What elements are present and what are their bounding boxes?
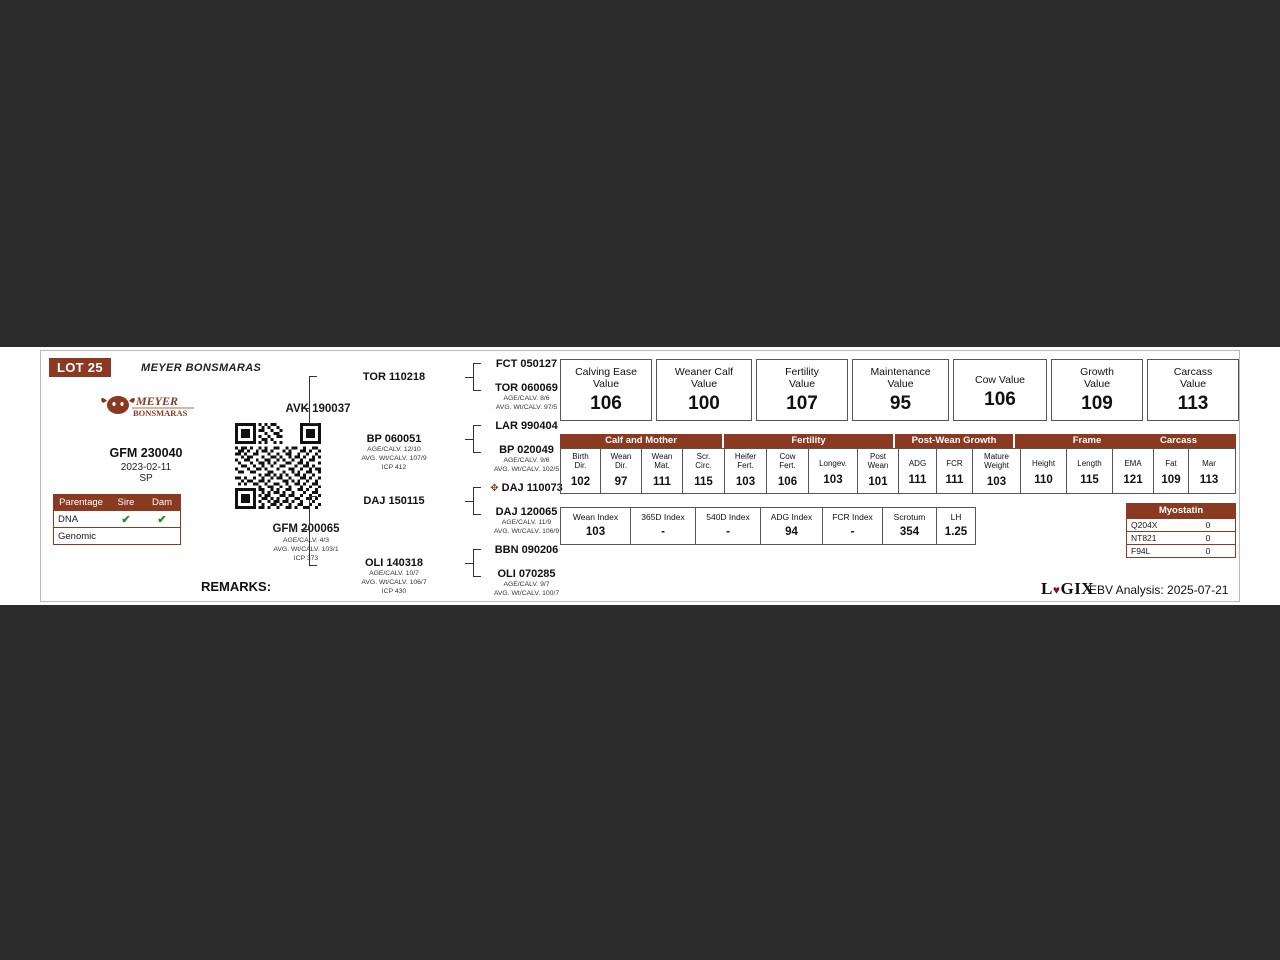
myostatin-table <box>1126 503 1236 558</box>
trait-wean-mat-label-2: Mat. <box>654 461 670 471</box>
trait-cow-fert-value: 106 <box>777 476 798 489</box>
trait-wean-dir-label-1: Wean <box>610 452 632 461</box>
pedigree-dam-icp: ICP 373 <box>293 554 319 562</box>
pedigree-gen3-3-age-calv: AGE/CALV. 9/6 <box>503 457 550 464</box>
pedigree-gen2-3-name: OLI 140318 <box>364 557 424 569</box>
pedigree-gen2-2-name: DAJ 150115 <box>363 495 425 507</box>
pedigree-sire-name: AVK 190037 <box>285 403 351 415</box>
maintenance-value: 95 <box>889 393 912 415</box>
heart-icon: ♥ <box>1052 583 1061 597</box>
value-box-fertility <box>756 359 848 421</box>
trait-wean-dir <box>601 449 642 493</box>
pedigree-gen3-1-name: TOR 060069 <box>495 382 558 394</box>
maintenance-label-1: Maintenance <box>870 366 931 378</box>
trait-fcr-value: 111 <box>945 474 964 487</box>
trait-fat-value: 109 <box>1161 474 1181 487</box>
trait-scr-circ-value: 115 <box>694 476 713 489</box>
pedigree-gen2-3-age-calv: AGE/CALV. 10/7 <box>369 570 419 577</box>
pedigree-gen3-7-details <box>469 581 584 599</box>
index-fcr-value: - <box>850 526 855 538</box>
myostatin-nt821-name: NT821 <box>1131 533 1157 543</box>
svg-text:MEYER: MEYER <box>136 394 179 408</box>
trait-cow-fert <box>767 449 809 493</box>
trait-ema-label: EMA <box>1124 459 1142 468</box>
value-box-weaner-calf <box>656 359 752 421</box>
pedigree-bracket-dam <box>309 496 310 566</box>
group-header-post-wean-growth: Post-Wean Growth <box>895 434 1013 448</box>
value-box-calving-ease <box>560 359 652 421</box>
myostatin-f94l-value: 0 <box>1205 546 1211 556</box>
pedigree-gen2-1-avg-wt: AVG. Wt/CALV. 107/9 <box>361 454 427 462</box>
pedigree-gen3-5-avg-wt: AVG. Wt/CALV. 106/9 <box>493 527 560 535</box>
cow-value: 106 <box>984 389 1016 411</box>
myostatin-q204x-name: Q204X <box>1131 520 1158 530</box>
trait-heifer-fert <box>725 449 767 493</box>
index-adg-value: 94 <box>785 526 798 538</box>
group-header-carcass: Carcass <box>1121 434 1236 448</box>
index-wean-label: Wean Index <box>572 512 619 522</box>
index-fcr-label: FCR Index <box>832 512 873 522</box>
index-wean <box>561 508 631 544</box>
trait-birth-dir-label-1: Birth <box>572 452 589 461</box>
logix-brand-text: L <box>1041 579 1053 598</box>
trait-post-wean-value: 101 <box>868 476 888 489</box>
logix-brand-text-2: GIX <box>1060 579 1095 598</box>
logix-logo <box>1041 579 1094 599</box>
parentage-genomic-label: Genomic <box>58 530 97 542</box>
trait-ema <box>1113 449 1154 493</box>
growth-label-2: Value <box>1083 378 1111 391</box>
trait-wean-mat <box>642 449 683 493</box>
pedigree-gen2-3-avg-wt: AVG. Wt/CALV. 106/7 <box>361 578 427 586</box>
index-table <box>560 507 976 545</box>
trait-birth-dir <box>561 449 601 493</box>
animal-dob: 2023-02-11 <box>120 462 172 473</box>
pedigree-tick-g2-0 <box>465 377 473 378</box>
trait-longev-value: 103 <box>823 474 843 487</box>
carcass-value: 113 <box>1177 393 1209 415</box>
trait-longevity <box>809 449 858 493</box>
myostatin-row-f94l <box>1127 544 1235 557</box>
trait-fcr-label: FCR <box>946 459 963 468</box>
index-fcr <box>823 508 883 544</box>
pedigree-bracket-sire <box>309 376 310 424</box>
myostatin-row-q204x <box>1127 518 1235 531</box>
trait-mar-label: Mar <box>1202 459 1216 468</box>
cow-value-label: Cow Value <box>975 374 1025 386</box>
trait-birth-dir-value: 102 <box>570 476 591 489</box>
pedigree-gen2-0-name: TOR 110218 <box>362 371 426 383</box>
parentage-dna-sire: ✔ <box>121 513 131 526</box>
parentage-header-sire: Sire <box>117 497 135 508</box>
weaner-calf-label-2: Value <box>690 378 718 391</box>
pedigree-gen3-5-name: DAJ 120065 <box>495 506 558 518</box>
myostatin-q204x-value: 0 <box>1205 520 1211 530</box>
fertility-label-2: Value <box>788 378 816 391</box>
pedigree-gen3-2-name: LAR 990404 <box>495 420 558 432</box>
breeder-name: MEYER BONSMARAS <box>141 362 262 374</box>
animal-ebv-card <box>40 350 1240 602</box>
trait-height <box>1021 449 1067 493</box>
remarks-label: REMARKS: <box>201 579 272 594</box>
carcass-label-1: Carcass <box>1173 366 1213 378</box>
pedigree-gen3-7-age-calv: AGE/CALV. 9/7 <box>503 581 550 588</box>
value-box-carcass <box>1147 359 1239 421</box>
trait-height-value: 110 <box>1034 474 1053 487</box>
trait-height-label: Height <box>1031 459 1056 468</box>
index-365d-label: 365D Index <box>641 512 685 522</box>
pedigree-tick-g2-2 <box>465 501 473 502</box>
parentage-row-dna <box>54 510 180 527</box>
index-lh-value: 1.25 <box>944 526 968 538</box>
weaner-calf-label-1: Weaner Calf <box>674 366 734 378</box>
carcass-label-2: Value <box>1179 378 1207 391</box>
trait-mature-weight-value: 103 <box>986 476 1007 489</box>
index-540d-label: 540D Index <box>706 512 750 522</box>
trait-length-value: 115 <box>1080 474 1099 487</box>
trait-adg-value: 111 <box>908 474 927 487</box>
parentage-dna-dam: ✔ <box>157 513 167 526</box>
trait-length <box>1067 449 1113 493</box>
index-540d-value: - <box>726 526 730 538</box>
trait-fcr <box>937 449 973 493</box>
growth-value: 109 <box>1081 393 1113 415</box>
growth-label-1: Growth <box>1080 366 1114 378</box>
trait-scr-circ-label-1: Scr. <box>696 452 711 461</box>
trait-table <box>560 448 1236 494</box>
pedigree-gen2-1-details <box>334 446 454 472</box>
index-365d-value: - <box>661 526 665 538</box>
animal-status: SP <box>139 473 153 484</box>
trait-fat <box>1154 449 1189 493</box>
index-adg-label: ADG Index <box>770 512 813 522</box>
parentage-header-label: Parentage <box>59 497 103 508</box>
weaner-calf-value: 100 <box>688 393 720 415</box>
myostatin-row-nt821 <box>1127 531 1235 544</box>
index-540d <box>696 508 761 544</box>
pedigree-tick-g2-3 <box>465 563 473 564</box>
pedigree-tick-dam <box>301 529 309 530</box>
pedigree-gen3-1-avg-wt: AVG. Wt/CALV. 97/5 <box>495 403 558 411</box>
trait-post-wean <box>858 449 899 493</box>
value-box-maintenance <box>852 359 949 421</box>
index-lh <box>937 508 975 544</box>
parentage-header <box>54 495 180 510</box>
trait-longev-label: Longev. <box>819 459 847 468</box>
fertility-value: 107 <box>786 393 818 415</box>
parentage-table <box>53 494 181 545</box>
trait-mature-weight-label-2: Weight <box>984 461 1009 471</box>
trait-cow-fert-label-1: Cow <box>779 452 796 461</box>
pedigree-gen2-1-name: BP 060051 <box>366 433 422 445</box>
myostatin-title: Myostatin <box>1127 504 1235 518</box>
trait-mature-weight <box>973 449 1021 493</box>
pedigree-dam-avg-wt: AVG. Wt/CALV. 103/1 <box>273 545 339 553</box>
trait-wean-mat-label-1: Wean <box>651 452 673 461</box>
index-wean-value: 103 <box>585 526 606 538</box>
trait-heifer-fert-label-1: Heifer <box>734 452 757 461</box>
trait-length-label: Length <box>1077 459 1102 468</box>
myostatin-marker-icon: ✥ <box>490 483 499 494</box>
pedigree-gen2-3-details <box>334 570 454 596</box>
ebv-analysis-date: EBV Analysis: 2025-07-21 <box>1089 583 1229 597</box>
trait-heifer-fert-value: 103 <box>735 476 756 489</box>
group-header-frame: Frame <box>1015 434 1159 448</box>
index-365d <box>631 508 696 544</box>
index-scrotum-label: Scrotum <box>893 512 926 522</box>
pedigree-gen3-3-avg-wt: AVG. Wt/CALV. 102/5 <box>493 465 560 473</box>
index-scrotum <box>883 508 937 544</box>
parentage-row-genomic <box>54 527 180 544</box>
trait-adg-label: ADG <box>908 459 927 468</box>
lot-badge: LOT 25 <box>49 358 111 377</box>
pedigree-tick-sire <box>301 408 309 409</box>
index-lh-label: LH <box>950 512 962 522</box>
myostatin-f94l-name: F94L <box>1131 546 1151 556</box>
fertility-label-1: Fertility <box>785 366 819 378</box>
trait-fat-label: Fat <box>1165 459 1177 468</box>
pedigree-gen2-1-age-calv: AGE/CALV. 12/10 <box>367 446 421 453</box>
calving-ease-label-1: Calving Ease <box>575 366 637 378</box>
calving-ease-label-2: Value <box>592 378 620 391</box>
myostatin-nt821-value: 0 <box>1205 533 1211 543</box>
pedigree-gen3-6-name: BBN 090206 <box>494 544 559 556</box>
pedigree-gen3-7-avg-wt: AVG. Wt/CALV. 100/7 <box>493 589 560 597</box>
pedigree-gen3-1-age-calv: AGE/CALV. 8/6 <box>503 395 550 402</box>
pedigree-tick-g2-1 <box>465 439 473 440</box>
group-header-fertility: Fertility <box>724 434 893 448</box>
trait-wean-dir-label-2: Dir. <box>615 461 627 471</box>
trait-post-wean-label-1: Post <box>869 452 886 461</box>
pedigree-gen3-7-name: OLI 070285 <box>497 568 556 580</box>
pedigree-gen2-3-icp: ICP 430 <box>381 587 407 595</box>
svg-text:BONSMARAS: BONSMARAS <box>133 408 188 418</box>
pedigree-gen3-0-name: FCT 050127 <box>495 358 558 370</box>
trait-adg <box>899 449 937 493</box>
value-box-cow <box>953 359 1047 421</box>
index-adg <box>761 508 823 544</box>
trait-heifer-fert-label-2: Fert. <box>737 461 754 471</box>
trait-cow-fert-label-2: Fert. <box>779 461 796 471</box>
trait-ema-value: 121 <box>1123 474 1143 487</box>
trait-wean-dir-value: 97 <box>614 476 628 489</box>
parentage-dna-label: DNA <box>58 513 79 525</box>
pedigree-gen2-1-icp: ICP 412 <box>381 463 407 471</box>
maintenance-label-2: Value <box>887 378 914 391</box>
pedigree-gen3-3-name: BP 020049 <box>499 444 554 456</box>
parentage-header-dam: Dam <box>151 497 173 508</box>
index-scrotum-value: 354 <box>899 526 920 538</box>
pedigree-gen3-5-age-calv: AGE/CALV. 11/9 <box>501 519 552 526</box>
calving-ease-value: 106 <box>590 393 622 415</box>
trait-mature-weight-label-1: Mature <box>984 452 1009 461</box>
meyer-bonsmaras-logo <box>96 389 196 425</box>
pedigree-dam-age-calv: AGE/CALV. 4/3 <box>282 537 330 544</box>
pedigree-gen3-4-name: DAJ 110073 <box>501 482 563 494</box>
animal-id: GFM 230040 <box>109 446 183 460</box>
pedigree-dam-name: GFM 200065 <box>272 523 340 535</box>
trait-post-wean-label-2: Wean <box>867 461 889 471</box>
trait-marbling <box>1189 449 1229 493</box>
value-box-growth <box>1051 359 1143 421</box>
trait-mar-value: 113 <box>1199 474 1219 487</box>
trait-scr-circ-label-2: Circ. <box>695 461 712 471</box>
trait-birth-dir-label-2: Dir. <box>574 461 587 471</box>
trait-wean-mat-value: 111 <box>653 476 671 489</box>
group-header-calf-and-mother: Calf and Mother <box>560 434 722 448</box>
trait-scrotal-circ <box>683 449 725 493</box>
